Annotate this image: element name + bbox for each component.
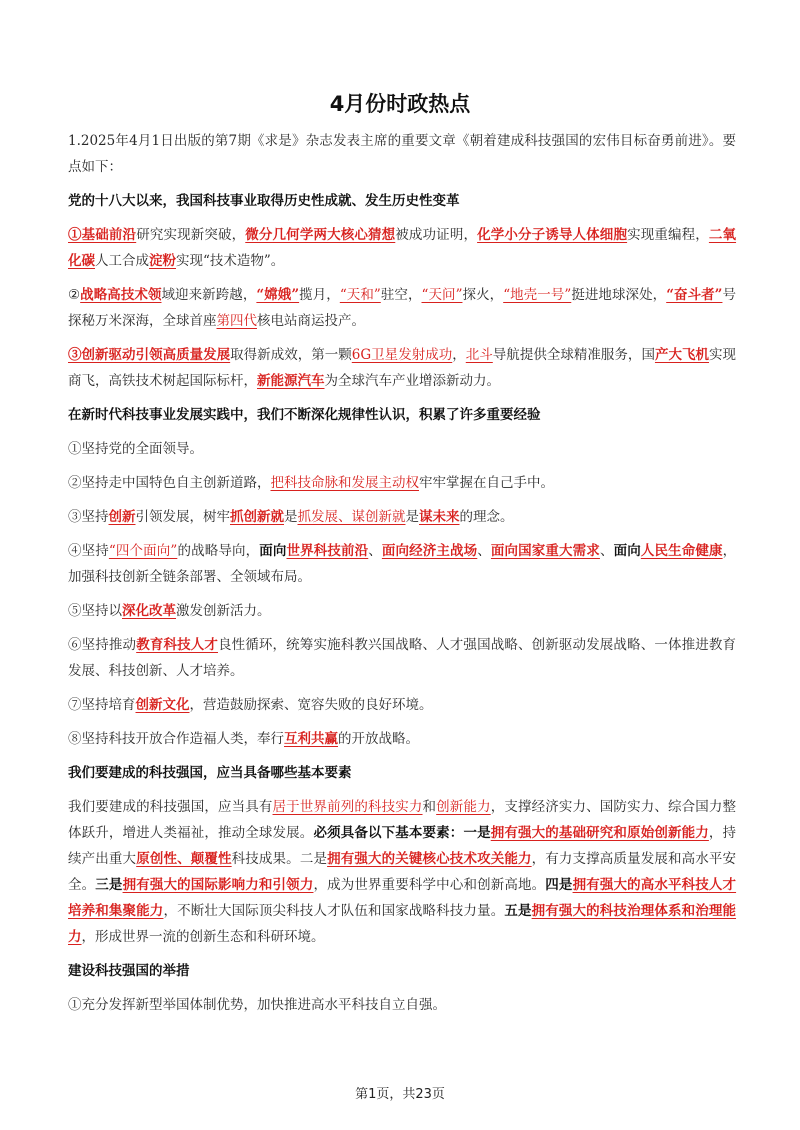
- text-segment: 是: [284, 509, 298, 525]
- highlighted-text: “嫦娥”: [256, 287, 300, 303]
- text-segment: 建设科技强国的举措: [68, 963, 190, 979]
- bold-text: 三是: [95, 877, 123, 893]
- document-title: 4月份时政热点: [329, 92, 471, 116]
- text-segment: 实现商飞，高铁技术树起国际标杆，: [68, 347, 737, 389]
- highlighted-text: 二氧化碳: [68, 227, 737, 269]
- text-segment: ⑦坚持培育: [68, 697, 136, 713]
- highlighted-text: 拥有强大的关键核心技术攻关能力: [327, 851, 532, 867]
- highlighted-text: “地壳一号”: [503, 287, 572, 303]
- highlighted-text: 互利共赢: [284, 731, 338, 747]
- highlighted-text: 创新: [108, 509, 136, 525]
- paragraph: [68, 342, 736, 394]
- highlighted-text: 北斗: [465, 347, 493, 363]
- text-segment: 核电站商运投产。: [257, 313, 365, 329]
- text-segment: ①坚持党的全面领导。: [68, 441, 203, 457]
- text-segment: ，: [452, 347, 466, 363]
- highlighted-text: 教育科技人才: [136, 637, 218, 653]
- highlighted-text: 世界科技前沿: [286, 543, 369, 559]
- text-segment: 在新时代科技事业发展实践中，我们不断深化规律性认识，积累了许多重要经验: [68, 407, 541, 423]
- highlighted-text: 拥有强大的基础研究和原始创新能力: [490, 825, 709, 841]
- text-segment: 我们要建成的科技强国，应当具有: [68, 799, 273, 815]
- paragraph: [68, 538, 736, 590]
- text-segment: 和: [422, 799, 437, 815]
- text-segment: ②: [68, 287, 81, 303]
- highlighted-text: 第四代: [216, 313, 257, 329]
- text-segment: 驻空，: [380, 287, 422, 303]
- paragraph: [68, 598, 736, 624]
- highlighted-text: ①基础前沿: [68, 227, 137, 243]
- highlighted-text: 拥有强大的国际影响力和引领力: [122, 877, 314, 893]
- text-segment: ④坚持: [68, 543, 109, 559]
- text-segment: 良性循环，统筹实施科教兴国战略、人才强国战略、创新驱动发展战略、一体推进教育发展、科技创新、人才培养。: [68, 637, 737, 679]
- text-segment: ①充分发挥新型举国体制优势，加快推进高水平科技自立自强。: [68, 997, 446, 1013]
- text-segment: 揽月，: [299, 287, 340, 303]
- page-number-footer: 第1页，共23页: [355, 1087, 445, 1102]
- text-segment: 、: [477, 543, 491, 559]
- highlighted-text: 化学小分子诱导人体细胞: [477, 227, 628, 243]
- text-segment: ，成为世界重要科学中心和创新高地。: [313, 877, 546, 893]
- section-heading: [68, 402, 736, 428]
- highlighted-text: 拥有强大的科技治理体系和治理能力: [68, 903, 737, 945]
- text-segment: 研究实现新突破，: [136, 227, 246, 243]
- text-segment: ，支撑经济实力、国防实力、综合国力整体跃升，增进人类福祉，推动全球发展。: [68, 799, 737, 841]
- text-segment: 的开放战略。: [338, 731, 419, 747]
- highlighted-text: 6G卫星发射成功: [351, 347, 453, 363]
- text-segment: 引领发展，树牢: [135, 509, 230, 525]
- highlighted-text: 把科技命脉和发展主动权: [270, 475, 419, 491]
- text-segment: 牢牢掌握在自己手中。: [419, 475, 554, 491]
- text-segment: 被成功证明，: [395, 227, 478, 243]
- highlighted-text: 微分几何学两大核心猜想: [245, 227, 396, 243]
- text-segment: 实现重编程，: [627, 227, 709, 243]
- text-segment: 实现“技术造物”。: [176, 253, 285, 269]
- highlighted-text: “奋斗者”: [666, 287, 723, 303]
- highlighted-text: 人民生命健康: [640, 543, 723, 559]
- paragraph: [68, 222, 736, 274]
- text-segment: 域迎来新跨越，: [161, 287, 257, 303]
- highlighted-text: “四个面向”: [108, 543, 178, 559]
- text-segment: ②坚持走中国特色自主创新道路，: [68, 475, 271, 491]
- text-segment: 为全球汽车产业增添新动力。: [324, 373, 500, 389]
- bold-text: 四是: [545, 877, 573, 893]
- highlighted-text: 面向国家重大需求: [490, 543, 600, 559]
- text-segment: 人工合成: [95, 253, 149, 269]
- text-segment: 的战略导向，: [177, 543, 260, 559]
- text-segment: 挺进地球深处，: [571, 287, 667, 303]
- paragraph: [68, 992, 736, 1018]
- text-segment: 、: [599, 543, 614, 559]
- paragraph: [68, 470, 736, 496]
- section-heading: [68, 760, 736, 786]
- highlighted-text: 拥有强大的高水平科技人才培养和集聚能力: [68, 877, 737, 919]
- highlighted-text: “天和”: [339, 287, 381, 303]
- highlighted-text: 原创性、颠覆性: [136, 851, 232, 867]
- text-segment: ，持续产出重大: [68, 825, 737, 867]
- bold-text: 必须具备以下基本要素：: [313, 825, 464, 841]
- bold-text: 面向: [259, 543, 287, 559]
- text-segment: ⑧坚持科技开放合作造福人类，奉行: [68, 731, 284, 747]
- text-segment: ，不断壮大国际顶尖科技人才队伍和国家战略科技力量。: [163, 903, 505, 919]
- section-heading: [68, 188, 736, 214]
- text-segment: 、: [368, 543, 382, 559]
- paragraph: [68, 726, 736, 752]
- highlighted-text: 居于世界前列的科技实力: [272, 799, 423, 815]
- paragraph: [68, 692, 736, 718]
- text-segment: ，有力支撑高质量发展和高水平安全。: [68, 851, 737, 893]
- text-segment: 探火，: [462, 287, 504, 303]
- bold-text: 五是: [504, 903, 532, 919]
- text-segment: ③坚持: [68, 509, 109, 525]
- text-segment: 我们要建成的科技强国，应当具备哪些基本要素: [68, 765, 352, 781]
- highlighted-text: 新能源汽车: [257, 373, 325, 389]
- paragraph: [68, 128, 736, 180]
- text-segment: ，营造鼓励探索、宽容失败的良好环境。: [189, 697, 433, 713]
- highlighted-text: “天问”: [421, 287, 463, 303]
- text-segment: 是: [405, 509, 419, 525]
- text-segment: 科技成果。二是: [231, 851, 328, 867]
- highlighted-text: 创新能力: [436, 799, 491, 815]
- text-segment: 号探秘万米深海，全球首座: [68, 287, 737, 329]
- paragraph: [68, 794, 736, 950]
- highlighted-text: 淀粉: [149, 253, 176, 269]
- text-segment: 党的十八大以来，我国科技事业取得历史性成就、发生历史性变革: [68, 193, 460, 209]
- paragraph: [68, 632, 736, 684]
- text-segment: 导航提供全球精准服务，国: [492, 347, 655, 363]
- paragraph: [68, 504, 736, 530]
- section-heading: [68, 958, 736, 984]
- text-segment: 激发创新活力。: [176, 603, 271, 619]
- text-segment: ⑥坚持推动: [68, 637, 137, 653]
- text-segment: ，加强科技创新全链条部署、全领域布局。: [68, 543, 737, 585]
- highlighted-text: 面向经济主战场: [381, 543, 478, 559]
- highlighted-text: 产大飞机: [654, 347, 710, 363]
- highlighted-text: ③创新驱动引领高质量发展: [68, 347, 231, 363]
- highlighted-text: 战略高技术领: [80, 287, 162, 303]
- text-segment: 的理念。: [459, 509, 514, 525]
- text-segment: ⑤坚持以: [68, 603, 122, 619]
- text-segment: 1.2025年4月1日出版的第7期《求是》杂志发表主席的重要文章《朝着建成科技强国的宏伟目标奋勇前进》。要点如下：: [68, 133, 736, 175]
- highlighted-text: 抓创新就: [230, 509, 284, 525]
- text-segment: 取得新成效，第一颗: [230, 347, 352, 363]
- paragraph: [68, 282, 736, 334]
- highlighted-text: 创新文化: [135, 697, 190, 713]
- paragraph: [68, 436, 736, 462]
- bold-text: 面向: [613, 543, 641, 559]
- highlighted-text: 谋未来: [419, 509, 460, 525]
- document-body: [68, 128, 736, 1026]
- text-segment: ，形成世界一流的创新生态和科研环境。: [81, 929, 325, 945]
- bold-text: 一是: [463, 825, 491, 841]
- highlighted-text: 深化改革: [122, 603, 176, 619]
- highlighted-text: 抓发展、谋创新就: [297, 509, 406, 525]
